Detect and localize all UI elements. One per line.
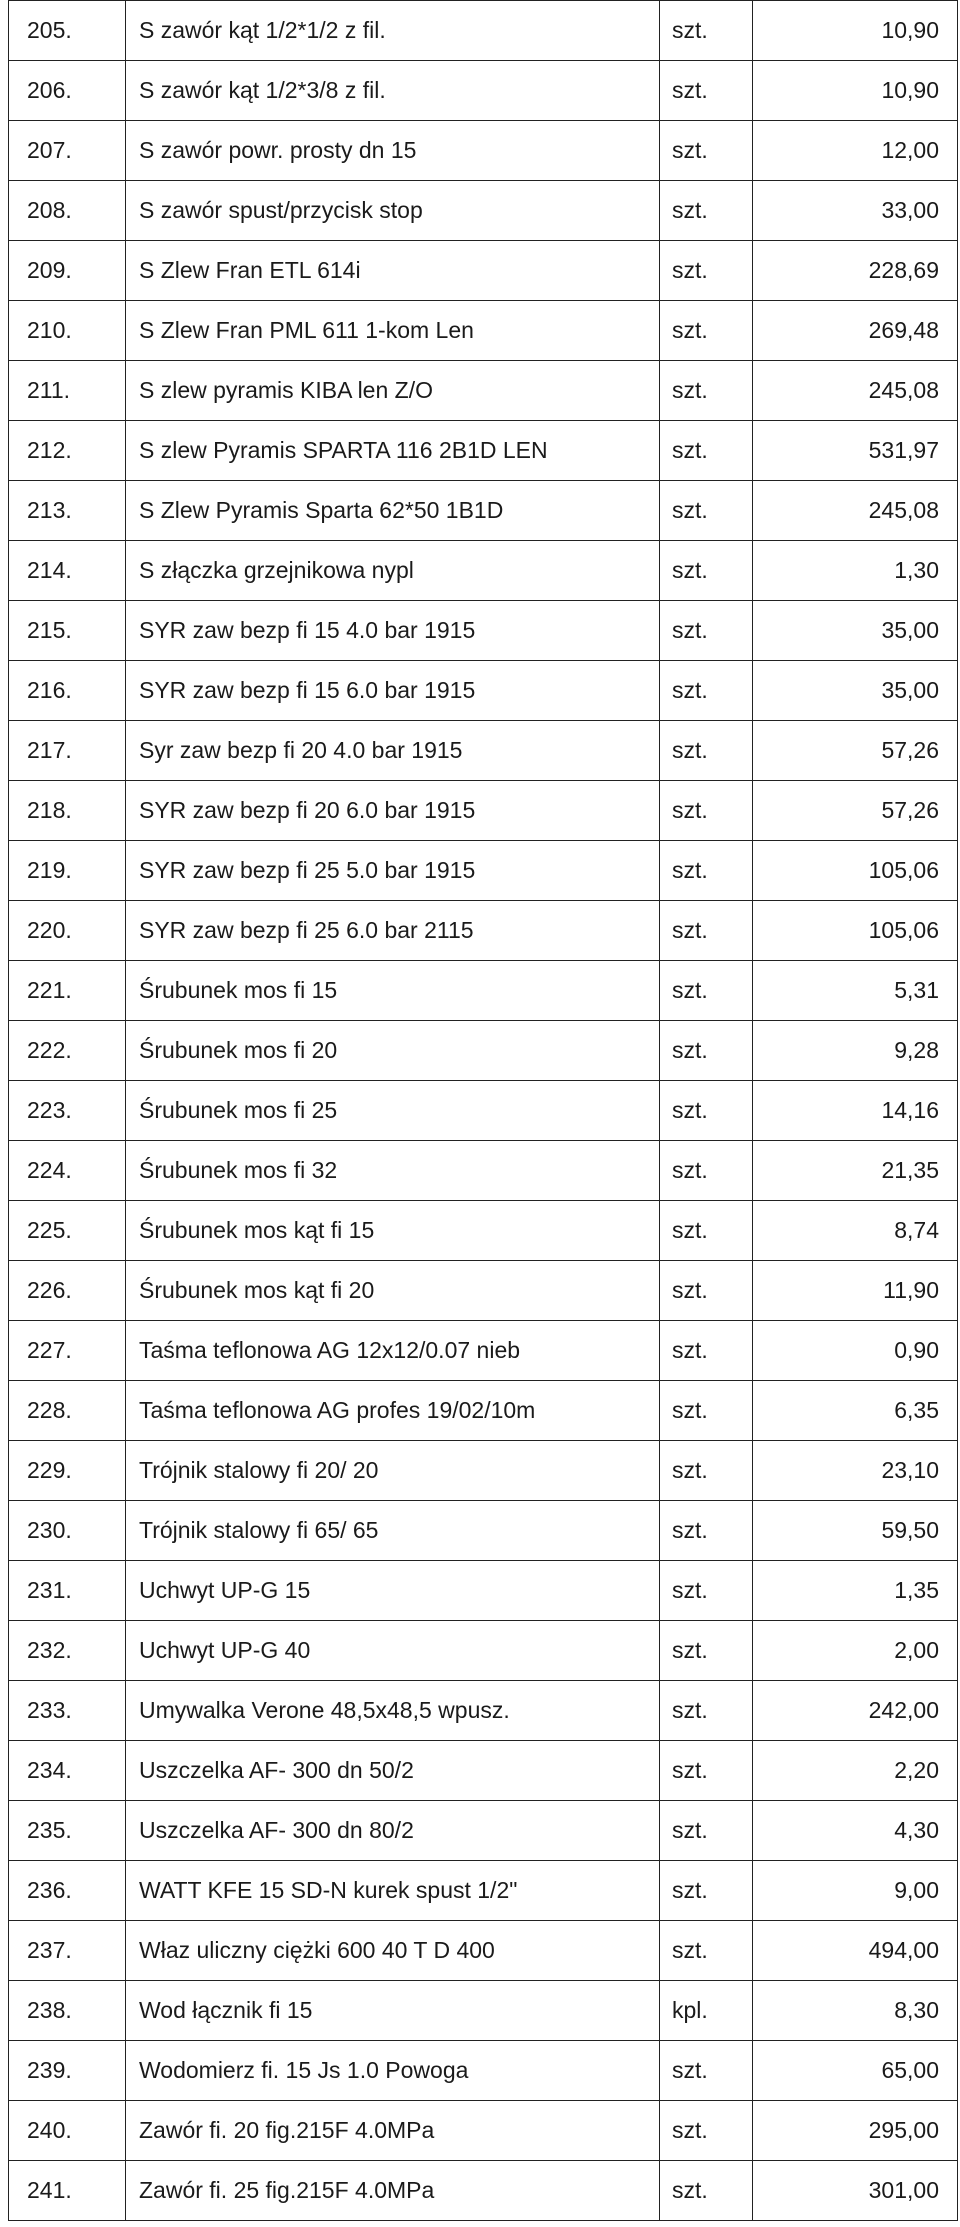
price-cell: 245,08 [753,481,958,541]
price-cell: 9,00 [753,1861,958,1921]
product-name-cell: SYR zaw bezp fi 15 4.0 bar 1915 [126,601,660,661]
price-cell: 35,00 [753,661,958,721]
row-number-cell: 207. [9,121,126,181]
row-number-cell: 232. [9,1621,126,1681]
price-cell: 1,35 [753,1561,958,1621]
row-number-cell: 219. [9,841,126,901]
unit-cell: szt. [660,721,753,781]
price-list-table [8,0,958,2221]
price-cell: 12,00 [753,121,958,181]
row-number-cell: 211. [9,361,126,421]
table-row [9,961,958,1021]
price-cell: 301,00 [753,2161,958,2221]
price-cell: 2,00 [753,1621,958,1681]
row-number-cell: 212. [9,421,126,481]
product-name-cell: S złączka grzejnikowa nypl [126,541,660,601]
price-cell: 11,90 [753,1261,958,1321]
unit-cell: szt. [660,841,753,901]
unit-cell: szt. [660,481,753,541]
table-row [9,661,958,721]
unit-cell: szt. [660,2101,753,2161]
unit-cell: szt. [660,1021,753,1081]
unit-cell: szt. [660,541,753,601]
table-row [9,1501,958,1561]
unit-cell: szt. [660,901,753,961]
table-row [9,241,958,301]
product-name-cell: Właz uliczny ciężki 600 40 T D 400 [126,1921,660,1981]
product-name-cell: S zawór kąt 1/2*3/8 z fil. [126,61,660,121]
row-number-cell: 223. [9,1081,126,1141]
row-number-cell: 230. [9,1501,126,1561]
product-name-cell: SYR zaw bezp fi 20 6.0 bar 1915 [126,781,660,841]
row-number-cell: 210. [9,301,126,361]
table-row [9,1381,958,1441]
row-number-cell: 227. [9,1321,126,1381]
price-cell: 4,30 [753,1801,958,1861]
product-name-cell: Śrubunek mos fi 25 [126,1081,660,1141]
product-name-cell: S Zlew Fran ETL 614i [126,241,660,301]
table-row [9,1981,958,2041]
unit-cell: szt. [660,2041,753,2101]
row-number-cell: 233. [9,1681,126,1741]
unit-cell: szt. [660,1501,753,1561]
price-cell: 57,26 [753,781,958,841]
product-name-cell: S Zlew Fran PML 611 1-kom Len [126,301,660,361]
unit-cell: szt. [660,1621,753,1681]
product-name-cell: Taśma teflonowa AG profes 19/02/10m [126,1381,660,1441]
row-number-cell: 238. [9,1981,126,2041]
price-list-body [9,1,958,2221]
table-row [9,541,958,601]
price-cell: 1,30 [753,541,958,601]
table-row [9,61,958,121]
table-row [9,781,958,841]
product-name-cell: S Zlew Pyramis Sparta 62*50 1B1D [126,481,660,541]
row-number-cell: 235. [9,1801,126,1861]
unit-cell: szt. [660,2161,753,2221]
row-number-cell: 213. [9,481,126,541]
price-cell: 10,90 [753,61,958,121]
row-number-cell: 209. [9,241,126,301]
table-row [9,1021,958,1081]
table-row [9,1201,958,1261]
row-number-cell: 220. [9,901,126,961]
price-cell: 494,00 [753,1921,958,1981]
unit-cell: szt. [660,1081,753,1141]
row-number-cell: 217. [9,721,126,781]
unit-cell: szt. [660,1381,753,1441]
row-number-cell: 218. [9,781,126,841]
row-number-cell: 241. [9,2161,126,2221]
row-number-cell: 216. [9,661,126,721]
row-number-cell: 222. [9,1021,126,1081]
table-row [9,1261,958,1321]
unit-cell: szt. [660,1861,753,1921]
row-number-cell: 229. [9,1441,126,1501]
unit-cell: szt. [660,361,753,421]
row-number-cell: 226. [9,1261,126,1321]
row-number-cell: 228. [9,1381,126,1441]
price-cell: 14,16 [753,1081,958,1141]
table-row [9,1921,958,1981]
table-row [9,1861,958,1921]
price-cell: 59,50 [753,1501,958,1561]
row-number-cell: 206. [9,61,126,121]
table-row [9,121,958,181]
row-number-cell: 208. [9,181,126,241]
price-cell: 0,90 [753,1321,958,1381]
row-number-cell: 215. [9,601,126,661]
product-name-cell: Wodomierz fi. 15 Js 1.0 Powoga [126,2041,660,2101]
row-number-cell: 236. [9,1861,126,1921]
table-row [9,1141,958,1201]
product-name-cell: Taśma teflonowa AG 12x12/0.07 nieb [126,1321,660,1381]
table-row [9,1,958,61]
product-name-cell: Syr zaw bezp fi 20 4.0 bar 1915 [126,721,660,781]
product-name-cell: Umywalka Verone 48,5x48,5 wpusz. [126,1681,660,1741]
product-name-cell: Śrubunek mos kąt fi 15 [126,1201,660,1261]
product-name-cell: Uszczelka AF- 300 dn 50/2 [126,1741,660,1801]
row-number-cell: 221. [9,961,126,1021]
unit-cell: szt. [660,1681,753,1741]
table-row [9,361,958,421]
product-name-cell: SYR zaw bezp fi 25 5.0 bar 1915 [126,841,660,901]
row-number-cell: 239. [9,2041,126,2101]
price-cell: 35,00 [753,601,958,661]
product-name-cell: S zlew Pyramis SPARTA 116 2B1D LEN [126,421,660,481]
unit-cell: szt. [660,1,753,61]
price-cell: 57,26 [753,721,958,781]
table-row [9,1621,958,1681]
product-name-cell: Śrubunek mos fi 15 [126,961,660,1021]
table-row [9,301,958,361]
product-name-cell: SYR zaw bezp fi 15 6.0 bar 1915 [126,661,660,721]
unit-cell: kpl. [660,1981,753,2041]
product-name-cell: S zawór powr. prosty dn 15 [126,121,660,181]
product-name-cell: Uchwyt UP-G 15 [126,1561,660,1621]
price-cell: 9,28 [753,1021,958,1081]
unit-cell: szt. [660,421,753,481]
product-name-cell: Trójnik stalowy fi 20/ 20 [126,1441,660,1501]
row-number-cell: 224. [9,1141,126,1201]
price-cell: 105,06 [753,841,958,901]
table-row [9,721,958,781]
row-number-cell: 234. [9,1741,126,1801]
table-row [9,481,958,541]
table-row [9,1441,958,1501]
product-name-cell: Zawór fi. 20 fig.215F 4.0MPa [126,2101,660,2161]
table-row [9,901,958,961]
table-row [9,181,958,241]
row-number-cell: 231. [9,1561,126,1621]
table-row [9,2101,958,2161]
unit-cell: szt. [660,121,753,181]
price-cell: 2,20 [753,1741,958,1801]
product-name-cell: S zawór spust/przycisk stop [126,181,660,241]
unit-cell: szt. [660,601,753,661]
price-cell: 33,00 [753,181,958,241]
unit-cell: szt. [660,301,753,361]
price-cell: 8,30 [753,1981,958,2041]
unit-cell: szt. [660,181,753,241]
unit-cell: szt. [660,1741,753,1801]
product-name-cell: Uszczelka AF- 300 dn 80/2 [126,1801,660,1861]
table-row [9,1561,958,1621]
row-number-cell: 225. [9,1201,126,1261]
unit-cell: szt. [660,1261,753,1321]
price-cell: 105,06 [753,901,958,961]
product-name-cell: Uchwyt UP-G 40 [126,1621,660,1681]
unit-cell: szt. [660,1441,753,1501]
product-name-cell: Śrubunek mos fi 20 [126,1021,660,1081]
table-row [9,1801,958,1861]
price-cell: 23,10 [753,1441,958,1501]
price-cell: 245,08 [753,361,958,421]
product-name-cell: Zawór fi. 25 fig.215F 4.0MPa [126,2161,660,2221]
price-cell: 65,00 [753,2041,958,2101]
price-cell: 10,90 [753,1,958,61]
table-row [9,1321,958,1381]
price-cell: 295,00 [753,2101,958,2161]
unit-cell: szt. [660,241,753,301]
product-name-cell: Śrubunek mos kąt fi 20 [126,1261,660,1321]
table-row [9,1681,958,1741]
product-name-cell: Trójnik stalowy fi 65/ 65 [126,1501,660,1561]
unit-cell: szt. [660,1141,753,1201]
row-number-cell: 205. [9,1,126,61]
product-name-cell: S zlew pyramis KIBA len Z/O [126,361,660,421]
price-cell: 269,48 [753,301,958,361]
unit-cell: szt. [660,1561,753,1621]
product-name-cell: WATT KFE 15 SD-N kurek spust 1/2" [126,1861,660,1921]
price-cell: 6,35 [753,1381,958,1441]
price-cell: 228,69 [753,241,958,301]
unit-cell: szt. [660,1801,753,1861]
row-number-cell: 240. [9,2101,126,2161]
unit-cell: szt. [660,781,753,841]
table-row [9,1081,958,1141]
unit-cell: szt. [660,661,753,721]
product-name-cell: SYR zaw bezp fi 25 6.0 bar 2115 [126,901,660,961]
product-name-cell: S zawór kąt 1/2*1/2 z fil. [126,1,660,61]
price-cell: 21,35 [753,1141,958,1201]
table-row [9,1741,958,1801]
table-row [9,841,958,901]
product-name-cell: Wod łącznik fi 15 [126,1981,660,2041]
price-cell: 242,00 [753,1681,958,1741]
unit-cell: szt. [660,961,753,1021]
table-row [9,601,958,661]
table-row [9,421,958,481]
unit-cell: szt. [660,1201,753,1261]
unit-cell: szt. [660,61,753,121]
price-cell: 531,97 [753,421,958,481]
row-number-cell: 214. [9,541,126,601]
table-row [9,2041,958,2101]
product-name-cell: Śrubunek mos fi 32 [126,1141,660,1201]
table-row [9,2161,958,2221]
unit-cell: szt. [660,1921,753,1981]
price-cell: 8,74 [753,1201,958,1261]
unit-cell: szt. [660,1321,753,1381]
price-cell: 5,31 [753,961,958,1021]
row-number-cell: 237. [9,1921,126,1981]
